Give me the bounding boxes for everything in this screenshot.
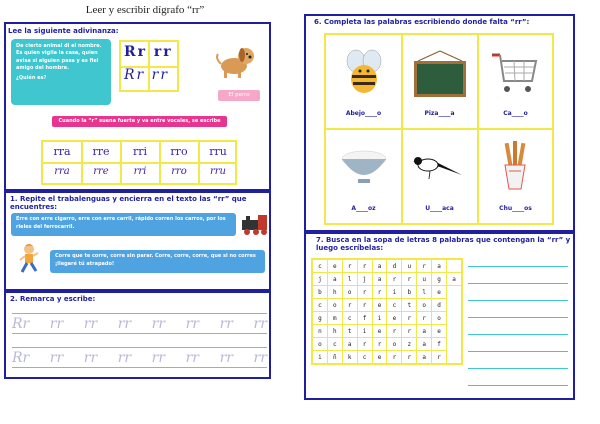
rice-bowl-icon bbox=[339, 143, 389, 187]
trace-word: Rr bbox=[12, 316, 30, 332]
trace-word: Rr bbox=[12, 350, 30, 366]
word-search-letter[interactable]: b bbox=[402, 286, 417, 299]
syllable-cursive: rra bbox=[54, 166, 70, 177]
word-search-letter[interactable]: a bbox=[372, 259, 387, 273]
word-search-letter[interactable]: j bbox=[312, 273, 327, 286]
word-search-letter[interactable]: d bbox=[387, 259, 402, 273]
trace-word: rr bbox=[117, 316, 132, 332]
word-search-letter[interactable]: i bbox=[372, 312, 387, 325]
trace-row-1 bbox=[12, 309, 267, 337]
syllable-print: rre bbox=[92, 145, 110, 158]
syllable-cursive: rru bbox=[209, 166, 226, 177]
word-search-letter[interactable]: c bbox=[312, 299, 327, 312]
word-search-letter[interactable]: a bbox=[432, 259, 447, 273]
word-search-letter[interactable]: e bbox=[432, 325, 447, 338]
word-search-letter[interactable]: l bbox=[417, 286, 432, 299]
word-search-letter[interactable]: c bbox=[342, 312, 357, 325]
word-search-letter[interactable]: r bbox=[417, 259, 432, 273]
word-search-letter[interactable]: r bbox=[387, 325, 402, 338]
word-search-letter[interactable]: r bbox=[342, 299, 357, 312]
word-search-letter[interactable]: g bbox=[432, 273, 447, 286]
tongue-twister-heading: 1. Repite el trabalenguas y encierra en el texto las “rr” que encuentres: bbox=[10, 195, 247, 211]
answer-line[interactable] bbox=[468, 317, 568, 318]
riddle-answer: El perro bbox=[218, 90, 260, 101]
trace-word: rr bbox=[219, 350, 233, 366]
rr-cursive: Rr rr bbox=[124, 67, 170, 83]
word-search-row bbox=[312, 325, 462, 338]
word-search-row bbox=[312, 351, 462, 365]
word-search-letter[interactable]: a bbox=[372, 273, 387, 286]
syllable-print: rru bbox=[209, 145, 227, 158]
word-search-letter[interactable]: r bbox=[387, 273, 402, 286]
syllable-print: rri bbox=[132, 145, 148, 158]
word-search-letter[interactable]: t bbox=[342, 325, 357, 338]
trace-word: rr bbox=[151, 316, 166, 332]
trace-row-2 bbox=[12, 343, 267, 371]
word-search-letter[interactable]: z bbox=[402, 338, 417, 351]
word-search-row bbox=[312, 312, 462, 325]
answer-line[interactable] bbox=[468, 385, 568, 386]
word-search-letter[interactable]: i bbox=[357, 325, 372, 338]
word-search-letter[interactable]: o bbox=[342, 286, 357, 299]
tongue-twister-section bbox=[4, 191, 271, 291]
word-search-letter[interactable]: r bbox=[372, 286, 387, 299]
word-search-letter[interactable]: k bbox=[342, 351, 357, 365]
word-search-letter[interactable]: g bbox=[312, 312, 327, 325]
syllable-cursive: rri bbox=[133, 166, 147, 177]
trace-word: rr bbox=[117, 350, 132, 366]
word-search-letter[interactable]: a bbox=[447, 273, 462, 286]
rr-letter-grid bbox=[119, 40, 179, 92]
syllable-cursive: rre bbox=[93, 166, 109, 177]
word-search-letter[interactable]: b bbox=[312, 286, 327, 299]
riddle-section bbox=[4, 22, 271, 191]
trace-word: rr bbox=[253, 350, 267, 366]
complete-word: Chu____os bbox=[499, 205, 532, 212]
tongue-twister-text-1: Erre con erre cigarro, erre con erre carril, rápido corren los carros, por los rieles del ferrocarril. bbox=[11, 213, 236, 236]
word-search-letter[interactable]: a bbox=[417, 351, 432, 365]
answer-line[interactable] bbox=[468, 266, 568, 267]
word-search-letter[interactable]: o bbox=[387, 338, 402, 351]
word-search-letter[interactable]: r bbox=[402, 351, 417, 365]
shopping-cart-icon bbox=[490, 49, 540, 99]
complete-words-grid bbox=[324, 33, 554, 225]
word-search-letter[interactable]: f bbox=[432, 338, 447, 351]
word-search-letter[interactable]: r bbox=[372, 338, 387, 351]
trace-word: rr bbox=[151, 350, 166, 366]
word-search-letter[interactable]: e bbox=[372, 299, 387, 312]
word-search-letter[interactable]: j bbox=[357, 273, 372, 286]
word-search-letter[interactable]: r bbox=[342, 259, 357, 273]
trace-word: rr bbox=[83, 316, 98, 332]
word-search-letter[interactable]: o bbox=[327, 299, 342, 312]
word-search-letter[interactable]: r bbox=[402, 312, 417, 325]
train-icon bbox=[240, 212, 270, 236]
riddle-heading: Lee la siguiente adivinanza: bbox=[8, 27, 119, 35]
word-search-letter[interactable]: o bbox=[312, 338, 327, 351]
word-search-letter[interactable]: a bbox=[327, 273, 342, 286]
worksheet-title: Leer y escribir dígrafo “rr” bbox=[85, 4, 205, 16]
word-search-letter[interactable]: r bbox=[402, 273, 417, 286]
complete-words-heading: 6. Completa las palabras escribiendo donde falta “rr”: bbox=[314, 18, 530, 26]
word-search-letter[interactable]: r bbox=[357, 286, 372, 299]
riddle-text: De cierto animal di el nombre. Es quien vigila la casa, quien avisa si alguien pasa y es fiel amigo del hombre. bbox=[16, 43, 102, 71]
answer-line[interactable] bbox=[468, 351, 568, 352]
trace-heading: 2. Remarca y escribe: bbox=[10, 295, 96, 303]
word-search-letter[interactable]: d bbox=[432, 299, 447, 312]
word-search-row bbox=[312, 259, 462, 273]
syllable-print: rro bbox=[170, 145, 188, 158]
word-search-letter[interactable]: i bbox=[312, 351, 327, 365]
word-search-letter[interactable]: i bbox=[387, 286, 402, 299]
complete-word: A____oz bbox=[351, 205, 376, 212]
word-search-section bbox=[304, 232, 575, 400]
word-search-letter[interactable]: f bbox=[357, 312, 372, 325]
word-search-letter[interactable]: o bbox=[432, 312, 447, 325]
answer-line[interactable] bbox=[468, 300, 568, 301]
syllable-cursive: rro bbox=[171, 166, 187, 177]
word-search-letter[interactable]: a bbox=[417, 325, 432, 338]
syllable-print: rra bbox=[53, 145, 71, 158]
word-search-grid bbox=[311, 258, 463, 386]
running-boy-icon bbox=[18, 243, 40, 275]
word-search-table bbox=[311, 258, 463, 365]
complete-word: Abejo____o bbox=[345, 110, 382, 117]
rr-rule-banner: Cuando la “r” suena fuerte y va entre vocales, se escribe “rr” bbox=[52, 116, 227, 127]
word-search-letter[interactable]: r bbox=[402, 325, 417, 338]
word-search-letter[interactable]: h bbox=[327, 286, 342, 299]
trace-section bbox=[4, 291, 271, 379]
complete-word: U____aca bbox=[425, 205, 454, 212]
word-search-letter[interactable]: l bbox=[342, 273, 357, 286]
complete-word: Ca____o bbox=[503, 110, 528, 117]
word-search-letter[interactable]: a bbox=[342, 338, 357, 351]
word-search-row bbox=[312, 338, 462, 351]
word-search-letter[interactable]: e bbox=[432, 286, 447, 299]
word-search-letter[interactable]: o bbox=[417, 299, 432, 312]
word-search-letter[interactable]: h bbox=[327, 325, 342, 338]
word-search-letter[interactable]: r bbox=[357, 259, 372, 273]
answer-line[interactable] bbox=[468, 283, 568, 284]
complete-word: Piza____a bbox=[424, 110, 455, 117]
word-search-letter[interactable]: e bbox=[372, 325, 387, 338]
dog-icon bbox=[212, 40, 258, 80]
word-search-letter[interactable]: n bbox=[312, 325, 327, 338]
word-search-row bbox=[312, 286, 462, 299]
word-search-letter[interactable]: r bbox=[357, 299, 372, 312]
trace-word: rr bbox=[83, 350, 98, 366]
trace-word: rr bbox=[49, 316, 64, 332]
word-search-heading: 7. Busca en la sopa de letras 8 palabras que contengan la “rr” y luego escríbelas: bbox=[316, 236, 571, 252]
riddle-box bbox=[11, 39, 111, 105]
word-search-letter[interactable]: c bbox=[327, 338, 342, 351]
word-search-letter[interactable]: a bbox=[417, 338, 432, 351]
riddle-question: ¿Quién es? bbox=[16, 75, 47, 81]
word-search-letter[interactable]: ñ bbox=[327, 351, 342, 365]
word-search-letter[interactable]: e bbox=[372, 351, 387, 365]
word-search-letter[interactable]: m bbox=[327, 312, 342, 325]
word-search-row bbox=[312, 299, 462, 312]
word-search-letter[interactable]: r bbox=[357, 338, 372, 351]
word-search-letter[interactable]: u bbox=[417, 273, 432, 286]
word-search-letter[interactable]: c bbox=[312, 259, 327, 273]
chalkboard-icon bbox=[412, 49, 468, 99]
answer-line[interactable] bbox=[468, 368, 568, 369]
word-search-letter[interactable]: r bbox=[432, 351, 447, 365]
rr-print: Rr rr bbox=[124, 44, 173, 60]
word-search-letter[interactable]: u bbox=[402, 259, 417, 273]
word-search-letter[interactable]: t bbox=[402, 299, 417, 312]
trace-word: rr bbox=[49, 350, 64, 366]
answer-line[interactable] bbox=[468, 334, 568, 335]
trace-word: rr bbox=[219, 316, 233, 332]
word-search-letter[interactable]: r bbox=[417, 312, 432, 325]
trace-word: rr bbox=[185, 316, 199, 332]
trace-word: rr bbox=[185, 350, 199, 366]
trace-word: rr bbox=[253, 316, 267, 332]
word-search-row bbox=[312, 273, 462, 286]
tongue-twister-text-2: Corre que te corre, corre sin parar. Corre, corre, corre, que si no corres ¡llegaré tú atrapado! bbox=[50, 250, 265, 273]
complete-words-section bbox=[304, 14, 575, 232]
word-search-letter[interactable]: e bbox=[327, 259, 342, 273]
word-search-letter[interactable]: c bbox=[387, 299, 402, 312]
word-search-letter[interactable]: c bbox=[357, 351, 372, 365]
bee-icon bbox=[339, 49, 389, 99]
word-search-letter[interactable]: r bbox=[387, 351, 402, 365]
syllable-grid bbox=[41, 140, 237, 185]
word-search-letter[interactable]: e bbox=[387, 312, 402, 325]
churros-icon bbox=[500, 141, 530, 191]
magpie-icon bbox=[410, 147, 470, 183]
